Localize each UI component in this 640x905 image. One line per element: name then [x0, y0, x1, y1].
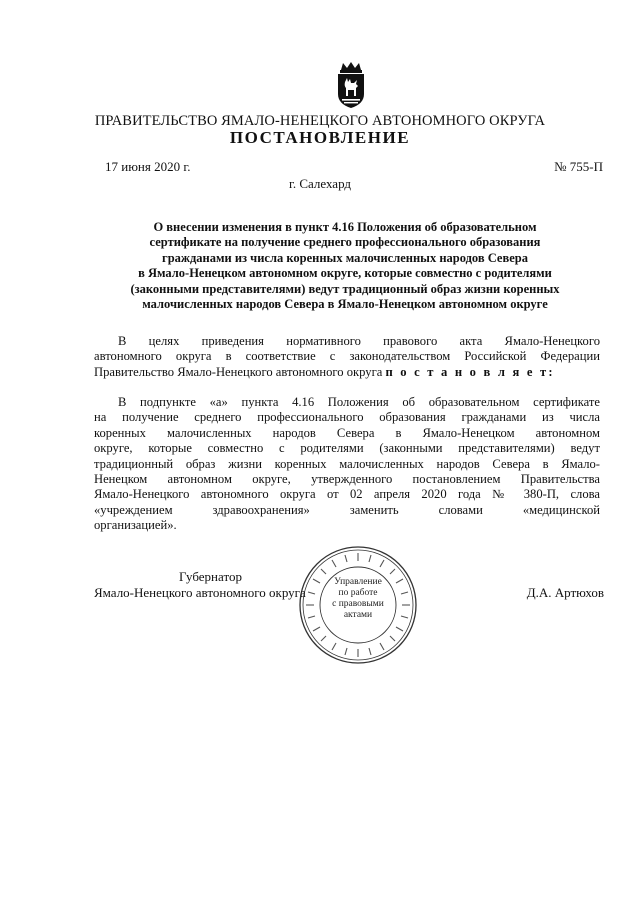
- document-subject: [85, 220, 605, 312]
- body-line: «учреждением здравоохранения» заменить словами «медицинской: [94, 502, 600, 517]
- body-line: В подпункте «а» пункта 4.16 Положения об образовательном сертификате: [118, 395, 600, 409]
- body-line: В целях приведения нормативного правового акта Ямало-Ненецкого: [118, 334, 600, 348]
- preamble-paragraph: [94, 334, 600, 380]
- operative-paragraph: [94, 395, 600, 534]
- subject-line: (законными представителями) ведут традиционный образ жизни коренных: [130, 281, 560, 296]
- stamp-line: актами: [343, 610, 373, 620]
- subject-line: О внесении изменения в пункт 4.16 Положения об образовательном: [153, 220, 537, 234]
- document-number: № 755-П: [554, 159, 603, 174]
- body-line: организацией».: [94, 518, 177, 533]
- body-line: коренных малочисленных народов Севера в Ямало-Ненецком автономном: [94, 425, 600, 440]
- signatory-post-region: Ямало-Ненецкого автономного округа: [94, 585, 306, 600]
- signatory-post-title: Губернатор: [179, 569, 242, 584]
- stamp-line: Управление: [334, 577, 382, 587]
- body-line-decree: [94, 365, 600, 380]
- document-date: 17 июня 2020 г.: [105, 159, 191, 174]
- body-line: традиционный образ жизни коренных малочисленных народов Севера в Ямало-: [94, 456, 600, 471]
- stamp-line: по работе: [338, 588, 378, 598]
- body-text: Правительство Ямало-Ненецкого автономного округа: [94, 364, 383, 379]
- body-line: автономного округа в соответствие с законодательством Российской Федерации: [94, 349, 600, 364]
- signatory-name: Д.А. Артюхов: [526, 585, 604, 600]
- subject-line: малочисленных народов Севера в Ямало-Ненецком автономном округе: [142, 297, 548, 312]
- subject-line: гражданами из числа коренных малочисленных народов Севера: [162, 250, 528, 265]
- subject-line: сертификате на получение среднего профессионального образования: [149, 235, 541, 250]
- subject-line: в Ямало-Ненецком автономном округе, которые совместно с родителями: [138, 266, 552, 281]
- body-line: округе, которые совместно с родителями (законными представителями) ведут: [94, 441, 600, 456]
- document-place: г. Салехард: [288, 176, 352, 191]
- decree-word: п о с т а н о в л я е т:: [385, 364, 555, 379]
- body-line: Ненецком автономном округе, утвержденного постановлением Правительства: [94, 472, 600, 487]
- stamp-text: [326, 577, 390, 621]
- government-title: ПРАВИТЕЛЬСТВО ЯМАЛО-НЕНЕЦКОГО АВТОНОМНОГО ОКРУГА: [94, 113, 546, 129]
- document-type: ПОСТАНОВЛЕНИЕ: [229, 128, 411, 147]
- coat-of-arms-icon: [327, 60, 375, 110]
- body-line: Ямало-Ненецкого автономного округа от 02 апреля 2020 года № 380-П, слова: [94, 487, 600, 502]
- stamp-line: с правовыми: [332, 599, 384, 609]
- body-line: на получение среднего профессионального образования гражданами из числа: [94, 410, 600, 425]
